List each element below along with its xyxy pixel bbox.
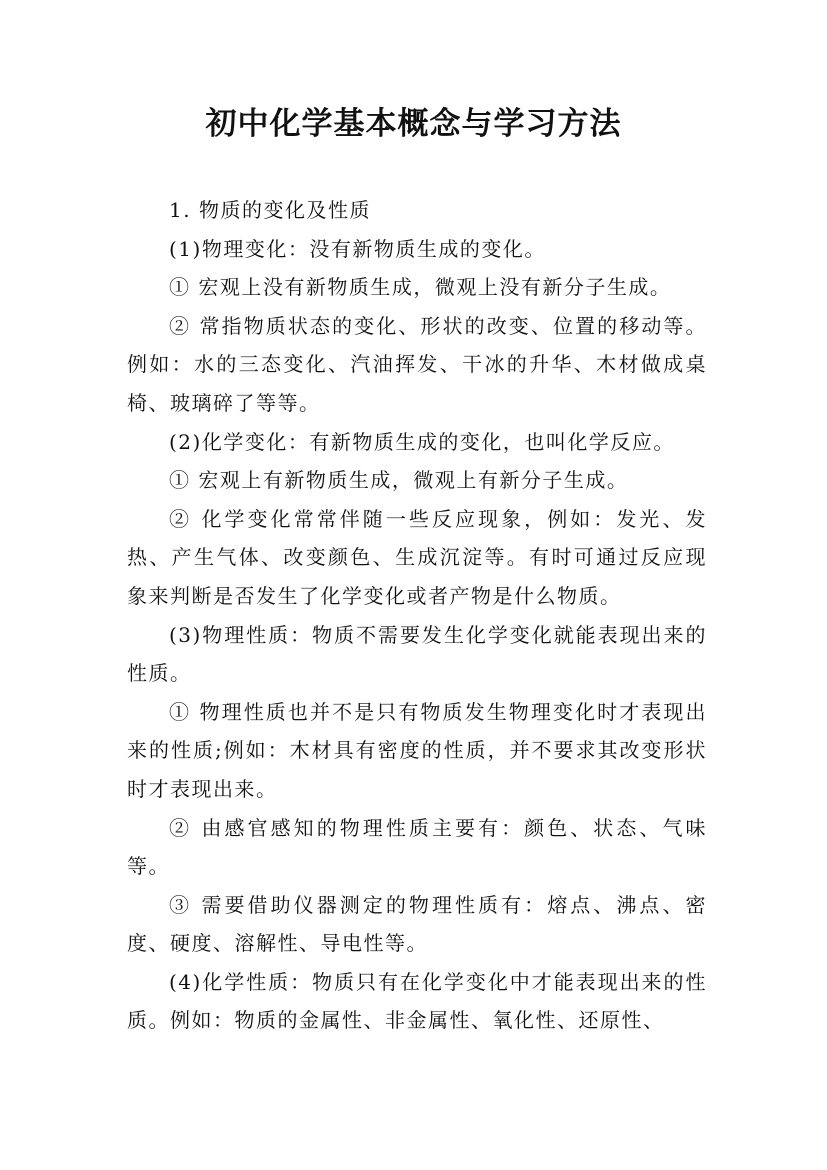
paragraph-physical-property: (3)物理性质：物质不需要发生化学变化就能表现出来的性质。 [127,622,707,686]
paragraph-physical-change-point-2: ② 常指物质状态的变化、形状的改变、位置的移动等。例如：水的三态变化、汽油挥发、干冰的升华、木材做成桌椅、玻璃碎了等等。 [127,313,707,415]
paragraph-physical-property-point-2: ② 由感官感知的物理性质主要有：颜色、状态、气味等。 [127,815,707,879]
paragraph-chemical-change-point-1: ① 宏观上有新物质生成，微观上有新分子生成。 [169,468,629,493]
document-title: 初中化学基本概念与学习方法 [205,106,622,142]
paragraph-physical-property-point-3: ③ 需要借助仪器测定的物理性质有：熔点、沸点、密度、硬度、溶解性、导电性等。 [127,892,707,956]
paragraph-physical-property-point-1: ① 物理性质也并不是只有物质发生物理变化时才表现出来的性质;例如：木材具有密度的性质，并不要求其改变形状时才表现出来。 [127,699,707,801]
document-body [127,191,707,1040]
paragraph-section-heading: 1. 物质的变化及性质 [169,198,371,222]
paragraph-physical-change: (1)物理变化：没有新物质生成的变化。 [169,236,546,261]
paragraph-chemical-change-point-2: ② 化学变化常常伴随一些反应现象，例如：发光、发热、产生气体、改变颜色、生成沉淀等。有时可通过反应现象来判断是否发生了化学变化或者产物是什么物质。 [127,506,707,608]
paragraph-chemical-change: (2)化学变化：有新物质生成的变化，也叫化学反应。 [169,429,675,454]
paragraph-chemical-property: (4)化学性质：物质只有在化学变化中才能表现出来的性质。例如：物质的金属性、非金属性、氧化性、还原性、 [127,969,707,1033]
paragraph-physical-change-point-1: ① 宏观上没有新物质生成，微观上没有新分子生成。 [169,275,672,300]
